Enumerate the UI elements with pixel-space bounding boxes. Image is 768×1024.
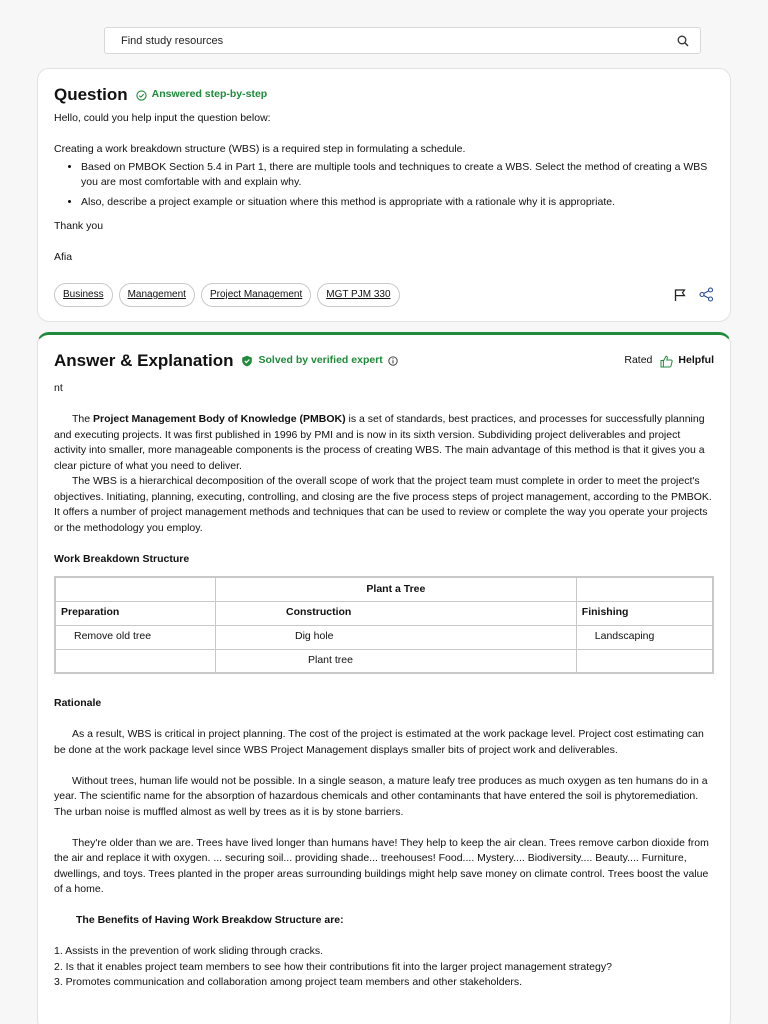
table-cell <box>576 577 713 601</box>
answered-badge-label: Answered step-by-step <box>151 88 268 101</box>
question-body <box>54 111 714 266</box>
table-cell <box>55 649 216 673</box>
tags-row <box>54 283 714 307</box>
rationale-paragraph-3: They're older than we are. Trees have lived longer than humans have! They help to keep the air clean. Trees remove carbon dioxide from the air and replace it with oxygen. ... securing soil... providing shade... treehouses! Food.... Mystery.... Biodiversity.... Beauty.... Furniture, dwellings, and toys. Trees planted in the proper areas surrounding buildings might help save money on climate control. Trees boost the value of a home. <box>54 836 709 895</box>
table-header: Finishing <box>576 601 713 625</box>
table-row <box>55 601 713 625</box>
answer-nt: nt <box>54 382 63 394</box>
search-input[interactable] <box>121 35 676 47</box>
answer-card <box>37 332 731 1024</box>
helpful-label: Helpful <box>678 354 714 367</box>
tag-business[interactable]: Business <box>54 283 113 307</box>
table-row <box>55 577 713 601</box>
question-bullet: • Based on PMBOK Section 5.4 in Part 1, there are multiple tools and techniques to create a WBS. Select the method of creating a WBS you are most comfortable with and explain why. <box>81 160 714 191</box>
table-cell <box>55 577 216 601</box>
answer-header <box>54 351 714 371</box>
question-bullets <box>81 160 714 211</box>
answer-title: Answer & Explanation <box>54 351 234 370</box>
table-cell <box>576 649 713 673</box>
question-intro: Hello, could you help input the question below: <box>54 112 271 124</box>
table-header: Construction <box>216 601 577 625</box>
answer-body <box>54 381 714 991</box>
list-item: 2. Is that it enables project team members to see how their contributions fit into the larger project management strategy? <box>54 960 612 973</box>
paragraph-1-prefix: The <box>72 413 94 425</box>
share-icon[interactable] <box>699 287 714 302</box>
question-bullet: • Also, describe a project example or situation where this method is appropriate with a rationale why it is appropriate. <box>81 195 714 211</box>
list-item: 3. Promotes communication and collaboration among project team members and other stakeholders. <box>54 976 523 988</box>
rationale-paragraph-2: Without trees, human life would not be possible. In a single season, a mature leafy tree produces as much oxygen as ten humans do in a year. The scientific name for the absorption of hazardous chemicals and other contaminants that have entered the soil is phytoremediation. The urban noise is muffled almost as well by trees as it is by stone barriers. <box>54 774 708 818</box>
rationale-title: Rationale <box>54 697 102 709</box>
wbs-table <box>54 576 714 674</box>
thumbs-up-icon[interactable] <box>660 355 673 368</box>
table-row <box>55 625 713 649</box>
search-icon[interactable] <box>676 34 690 48</box>
search-bar <box>104 27 701 54</box>
table-row <box>55 649 713 673</box>
table-cell: Remove old tree <box>55 625 216 649</box>
table-header: Preparation <box>55 601 216 625</box>
table-cell: Plant tree <box>216 649 577 673</box>
rationale-paragraph-1: As a result, WBS is critical in project planning. The cost of the project is estimated at the work package level. Project cost estimating can be done at the work package level since WBS Project Management displays smaller bits of project work and deliverables. <box>54 728 704 756</box>
table-cell: Landscaping <box>576 625 713 649</box>
rated-label: Rated <box>624 354 653 367</box>
info-icon[interactable] <box>388 356 398 366</box>
tag-management[interactable]: Management <box>119 283 195 307</box>
question-lead: Creating a work breakdown structure (WBS) is a required step in formulating a schedule. <box>54 143 466 155</box>
tag-course-code[interactable]: MGT PJM 330 <box>317 283 399 307</box>
benefits-title: The Benefits of Having Work Breakdow Structure are: <box>76 914 344 926</box>
question-signature: Afia <box>54 251 73 263</box>
tag-project-management[interactable]: Project Management <box>201 283 311 307</box>
flag-icon[interactable] <box>673 288 687 302</box>
question-title: Question <box>54 85 128 104</box>
verified-badge <box>241 353 397 369</box>
table-top-header: Plant a Tree <box>216 577 577 601</box>
question-thanks: Thank you <box>54 220 104 232</box>
check-circle-icon <box>136 90 147 101</box>
table-cell: Dig hole <box>216 625 577 649</box>
verified-shield-icon <box>241 355 253 367</box>
paragraph-1-text: is a set of standards, best practices, and processes for successfully planning and executing projects. It was first published in 1996 by PMI and is now in its sixth version. Subdividing project deliverables and project activity into smaller, more manageable components is the process of creating WBS. The main advantage of this method is that it gives you a clear picture of what you need to deliver. <box>54 413 705 472</box>
pmbok-term: Project Management Body of Knowledge (PMBOK) <box>93 413 346 425</box>
list-item: 1. Assists in the prevention of work sliding through cracks. <box>54 945 324 957</box>
wbs-title: Work Breakdown Structure <box>54 552 190 565</box>
question-header <box>54 85 714 105</box>
verified-badge-label: Solved by verified expert <box>258 354 383 367</box>
answer-paragraph-1 <box>54 412 714 474</box>
question-card <box>37 68 731 322</box>
answered-badge <box>136 87 268 103</box>
question-actions <box>673 287 714 302</box>
answer-paragraph-2: The WBS is a hierarchical decomposition of the overall scope of work that the project team must complete in order to meet the project's objectives. Initiating, planning, executing, controlling, and closing are the five process steps of project management, according to the PMBOK. It offers a number of project management methods and techniques that can be used to review or complete the way you operate your projects or the methodology you employ. <box>54 475 712 534</box>
rating <box>624 353 714 369</box>
